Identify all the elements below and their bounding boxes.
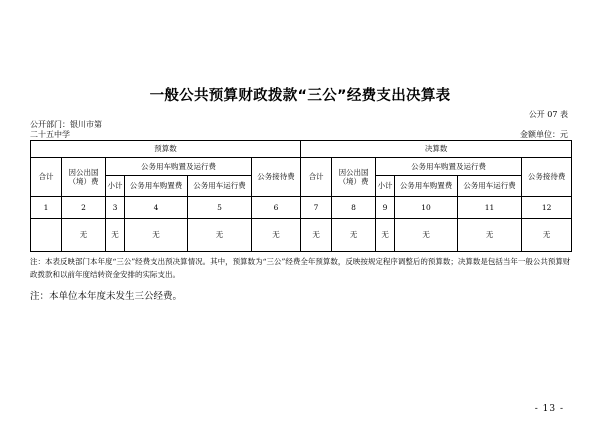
page-number: - 13 - <box>534 404 564 414</box>
column-number: 12 <box>522 197 572 219</box>
no-expense-note: 注：本单位本年度未发生三公经费。 <box>30 291 183 302</box>
department-name-continued: 二十五中学 <box>30 130 70 139</box>
final-vehicle-purchase-header: 公务用车购置费 <box>395 176 458 197</box>
budget-subtotal-header: 小计 <box>106 176 125 197</box>
table-cell: 无 <box>106 219 125 252</box>
column-number: 8 <box>332 197 376 219</box>
form-number: 公开 07 表 <box>528 110 568 119</box>
column-number: 6 <box>252 197 301 219</box>
budget-total-header: 合计 <box>31 158 62 197</box>
column-number: 4 <box>125 197 188 219</box>
table-cell: 无 <box>458 219 522 252</box>
final-reception-header: 公务接待费 <box>522 158 572 197</box>
column-number: 7 <box>301 197 332 219</box>
table-cell: 无 <box>522 219 572 252</box>
table-cell: 无 <box>62 219 106 252</box>
table-cell <box>31 219 62 252</box>
final-vehicle-operation-header: 公务用车运行费 <box>458 176 522 197</box>
table-note: 注：本表反映部门本年度“三公”经费支出预决算情况。其中，预算数为“三公”经费全年预算数，反映按规定程序调整后的预算数；决算数是包括当年一般公共预算财政拨款和以前年度结转资金安排的实际支出。 <box>30 257 571 279</box>
table-cell: 无 <box>395 219 458 252</box>
budget-reception-header: 公务接待费 <box>252 158 301 197</box>
column-number-row <box>31 197 572 219</box>
currency-unit: 金额单位：元 <box>520 130 568 139</box>
table-cell: 无 <box>252 219 301 252</box>
budget-group-header: 预算数 <box>31 141 301 158</box>
table-cell: 无 <box>301 219 332 252</box>
column-number: 2 <box>62 197 106 219</box>
table-row <box>31 219 572 252</box>
final-subtotal-header: 小计 <box>376 176 395 197</box>
table-cell: 无 <box>376 219 395 252</box>
column-number: 11 <box>458 197 522 219</box>
column-number: 3 <box>106 197 125 219</box>
budget-vehicle-purchase-header: 公务用车购置费 <box>125 176 188 197</box>
column-number: 10 <box>395 197 458 219</box>
final-total-header: 合计 <box>301 158 332 197</box>
budget-vehicle-group-header: 公务用车购置及运行费 <box>106 158 252 176</box>
budget-abroad-header: 因公出国（境）费 <box>62 158 106 197</box>
table-cell: 无 <box>188 219 252 252</box>
table-cell: 无 <box>332 219 376 252</box>
page-title: 一般公共预算财政拨款“三公”经费支出决算表 <box>149 88 451 104</box>
final-account-group-header: 决算数 <box>301 141 572 158</box>
final-vehicle-group-header: 公务用车购置及运行费 <box>376 158 522 176</box>
column-number: 5 <box>188 197 252 219</box>
three-public-expenses-table <box>30 140 572 252</box>
column-number: 9 <box>376 197 395 219</box>
column-number: 1 <box>31 197 62 219</box>
final-abroad-header: 因公出国（境）费 <box>332 158 376 197</box>
table-cell: 无 <box>125 219 188 252</box>
budget-vehicle-operation-header: 公务用车运行费 <box>188 176 252 197</box>
department-label: 公开部门：银川市第 <box>30 120 102 129</box>
